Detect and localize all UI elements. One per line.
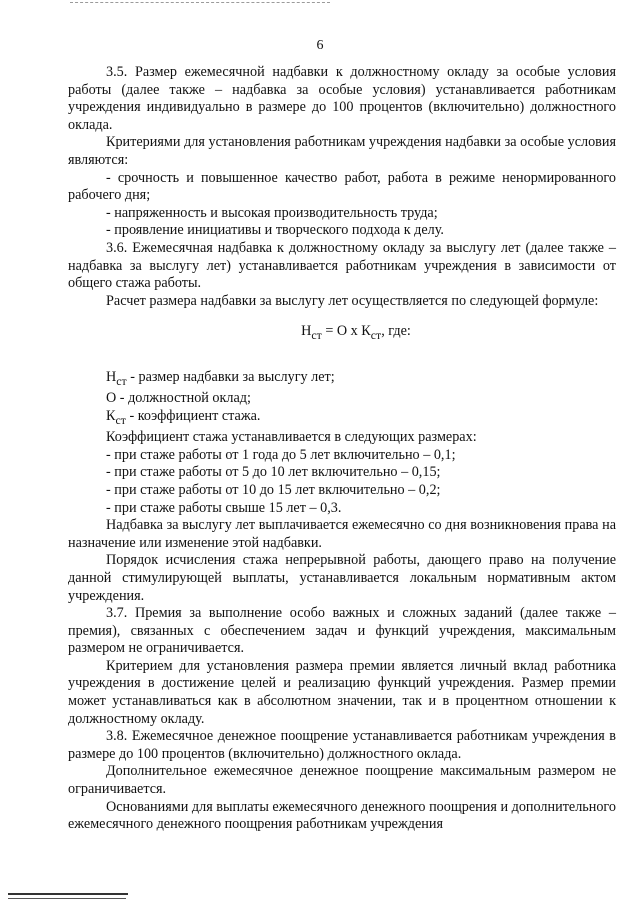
scan-artifact-top xyxy=(70,2,330,5)
paragraph-grounds: Основаниями для выплаты ежемесячного денежного поощрения и дополнительного ежемесячного денежного поощрения работникам учреждения xyxy=(68,798,616,833)
paragraph-3-7: 3.7. Премия за выполнение особо важных и сложных заданий (далее также – премия), связанных с обеспечением задач и функций учреждения, максимальным размером не ограничивается. xyxy=(68,605,616,657)
list-item-initiative: - проявление инициативы и творческого подхода к делу. xyxy=(106,222,444,239)
definition-o: О - должностной оклад; xyxy=(106,390,251,407)
paragraph-3-8: 3.8. Ежемесячное денежное поощрение устанавливается работникам учреждения в размере до 100 процентов (включительно) должностного оклада. xyxy=(68,728,616,762)
definition-k-symbol: К xyxy=(106,407,116,424)
definition-k-text: - коэффициент стажа. xyxy=(125,407,261,424)
definition-h-subscript: ст xyxy=(116,373,127,388)
paragraph-additional-encouragement: Дополнительное ежемесячное денежное поощрение максимальным размером не ограничивается. xyxy=(68,763,616,798)
formula-k-subscript: ст xyxy=(370,328,382,343)
definition-k xyxy=(68,408,616,429)
coefficient-item: - при стаже работы от 5 до 10 лет включительно – 0,15; xyxy=(106,464,441,481)
definition-h-symbol: Н xyxy=(106,368,117,385)
document-body xyxy=(68,64,616,834)
definition-h-text: - размер надбавки за выслугу лет; xyxy=(126,368,335,385)
paragraph-monthly-payment: Надбавка за выслугу лет выплачивается ежемесячно со дня возникновения права на назначение или изменение этой надбавки. xyxy=(68,517,616,551)
list-item-intensity: - напряженность и высокая производительность труда; xyxy=(106,204,438,221)
definition-h xyxy=(68,369,616,390)
seniority-formula xyxy=(68,323,616,344)
scan-artifact-bottom xyxy=(8,893,128,895)
paragraph-3-6: 3.6. Ежемесячная надбавка к должностному окладу за выслугу лет (далее также – надбавка за выслугу лет) устанавливается работникам учреждения в зависимости от общего стажа работы. xyxy=(68,239,616,292)
definition-k-subscript: ст xyxy=(115,412,126,427)
list-item-urgency: - срочность и повышенное качество работ, работа в режиме ненормированного рабочего дня; xyxy=(68,169,616,204)
page-number: 6 xyxy=(316,38,324,53)
formula-tail: , где: xyxy=(381,323,411,340)
paragraph-seniority-procedure: Порядок исчисления стажа непрерывной работы, дающего право на получение данной стимулирующей выплаты, устанавливается локальным нормативным актом учреждения. xyxy=(68,552,616,604)
coefficient-intro: Коэффициент стажа устанавливается в следующих размерах: xyxy=(106,429,477,446)
formula-h-subscript: ст xyxy=(311,328,322,343)
scan-artifact-bottom-line xyxy=(8,898,126,899)
paragraph-3-5: 3.5. Размер ежемесячной надбавки к должностному окладу за особые условия работы (далее также – надбавка за особые условия) устанавливается работникам учреждения индивидуально в размере до 100 процентов (включительно) должностного оклада. xyxy=(68,64,616,133)
formula-middle: = О х К xyxy=(321,323,371,340)
formula-h: Н xyxy=(301,323,312,340)
coefficient-item: - при стаже работы от 1 года до 5 лет включительно – 0,1; xyxy=(106,446,456,463)
paragraph-formula-intro: Расчет размера надбавки за выслугу лет осуществляется по следующей формуле: xyxy=(106,292,599,309)
paragraph-criteria-intro: Критериями для установления работникам учреждения надбавки за особые условия являются: xyxy=(68,134,616,168)
paragraph-bonus-criterion: Критерием для установления размера премии является личный вклад работника учреждения в достижение целей и реализацию функций учреждения. Размер премии может устанавливаться как в абсолютном значении, так и в процентном отношении к должностному окладу. xyxy=(68,657,616,727)
coefficient-item: - при стаже работы от 10 до 15 лет включительно – 0,2; xyxy=(106,481,441,498)
coefficient-item: - при стаже работы свыше 15 лет – 0,3. xyxy=(106,499,342,516)
